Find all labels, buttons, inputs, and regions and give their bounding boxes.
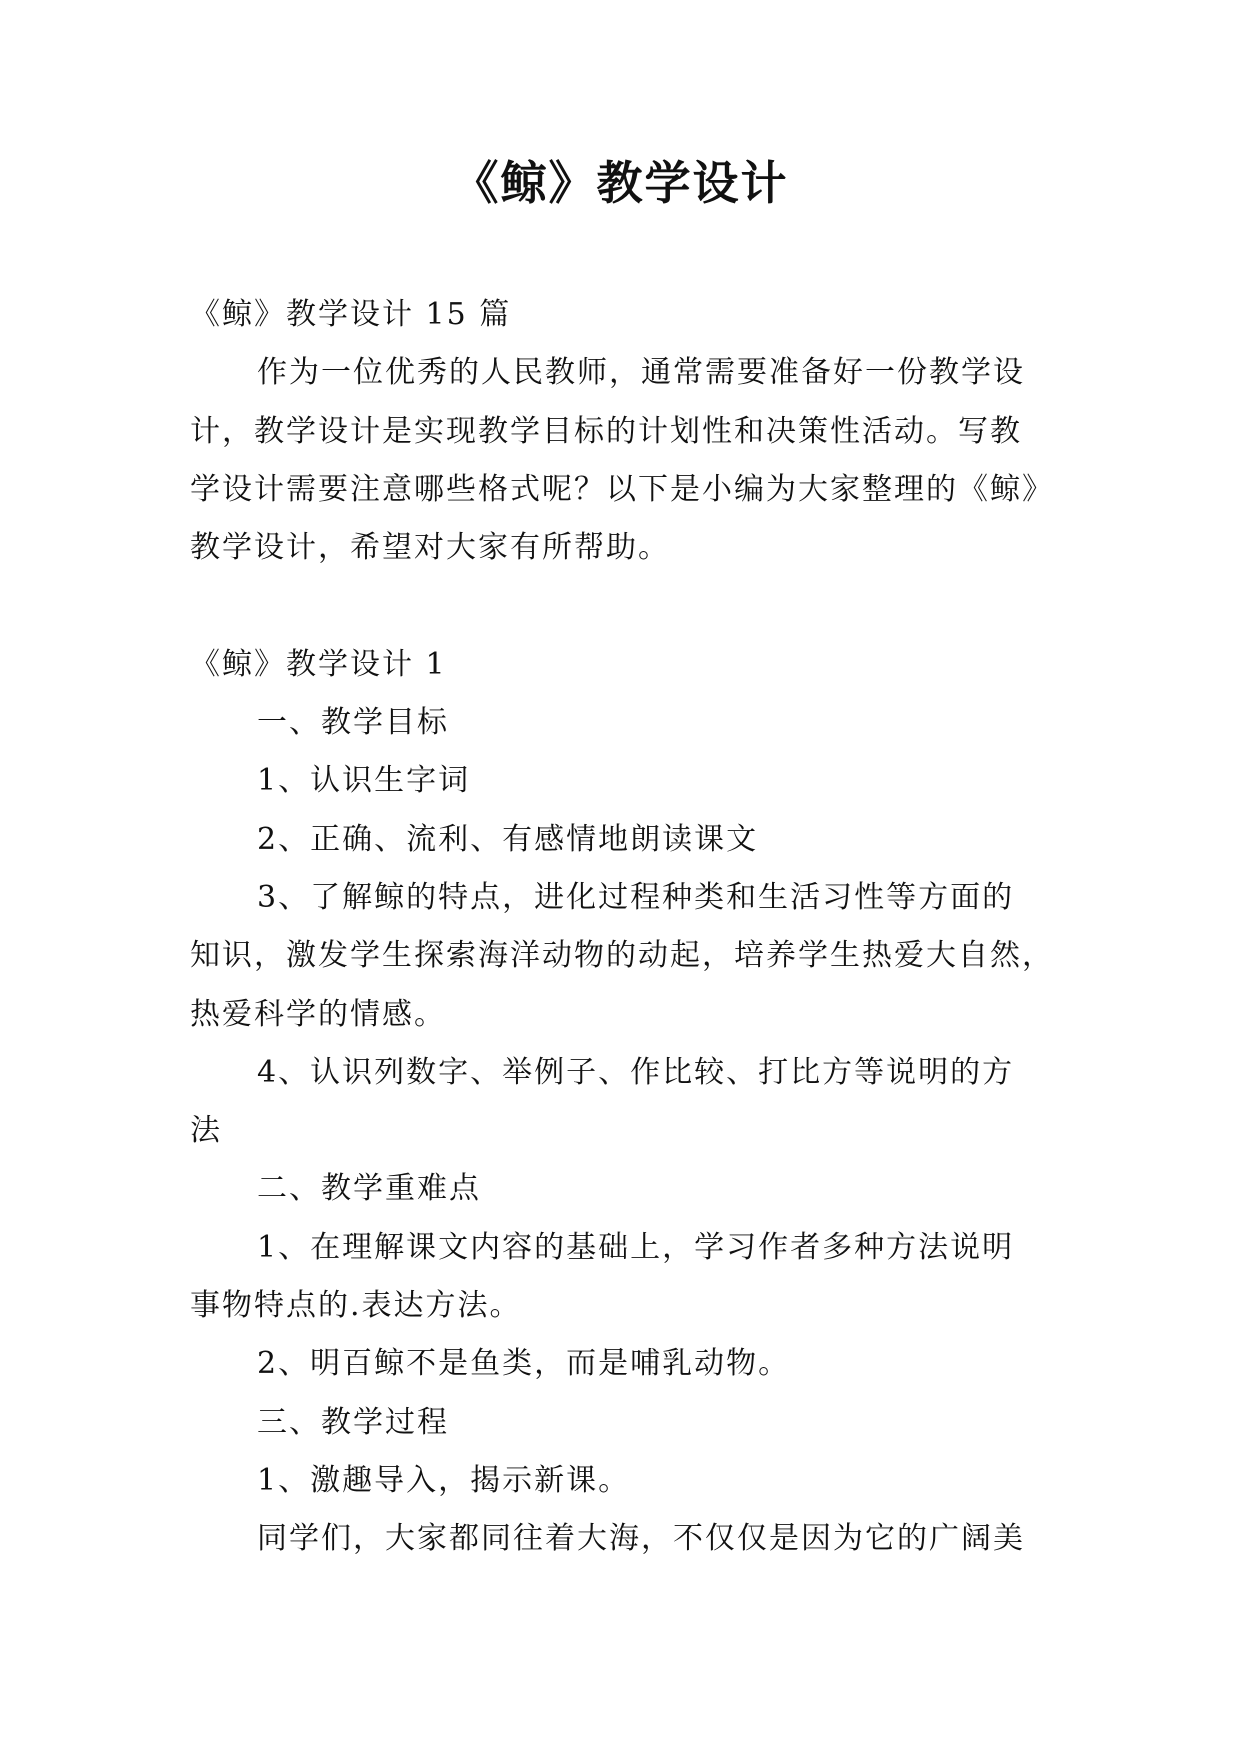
list-item-continuation: 法 — [190, 1113, 222, 1149]
intro-paragraph-line: 计，教学设计是实现教学目标的计划性和决策性活动。写教 — [190, 413, 1022, 449]
intro-paragraph-line: 教学设计，希望对大家有所帮助。 — [190, 530, 670, 566]
section-heading: 《鲸》教学设计 1 — [190, 646, 447, 682]
list-item: 4、认识列数字、举例子、作比较、打比方等说明的方 — [257, 1054, 1015, 1090]
list-item: 2、正确、流利、有感情地朗读课文 — [257, 821, 759, 857]
intro-paragraph-line: 学设计需要注意哪些格式呢？以下是小编为大家整理的《鲸》 — [190, 471, 1054, 507]
subtitle-line: 《鲸》教学设计 15 篇 — [190, 297, 512, 332]
document-title: 《鲸》教学设计 — [452, 156, 789, 210]
heading-teaching-goals: 一、教学目标 — [257, 705, 449, 741]
blank-line — [190, 577, 1052, 635]
document-body — [190, 286, 1052, 1569]
heading-teaching-process: 三、教学过程 — [257, 1404, 449, 1440]
list-item-continuation: 知识，激发学生探索海洋动物的动起，培养学生热爱大自然， — [190, 938, 1054, 974]
heading-key-points: 二、教学重难点 — [257, 1171, 481, 1207]
list-item-continuation: 热爱科学的情感。 — [190, 996, 446, 1032]
paragraph-line: 同学们，大家都同往着大海，不仅仅是因为它的广阔美 — [257, 1521, 1025, 1557]
list-item-continuation: 事物特点的.表达方法。 — [190, 1288, 522, 1324]
list-item: 3、了解鲸的特点，进化过程种类和生活习性等方面的 — [257, 879, 1015, 915]
list-item: 1、认识生字词 — [257, 763, 471, 799]
list-item: 2、明百鲸不是鱼类，而是哺乳动物。 — [257, 1346, 791, 1382]
list-item: 1、激趣导入，揭示新课。 — [257, 1462, 631, 1498]
intro-paragraph-line: 作为一位优秀的人民教师，通常需要准备好一份教学设 — [257, 355, 1025, 391]
list-item: 1、在理解课文内容的基础上，学习作者多种方法说明 — [257, 1229, 1015, 1265]
